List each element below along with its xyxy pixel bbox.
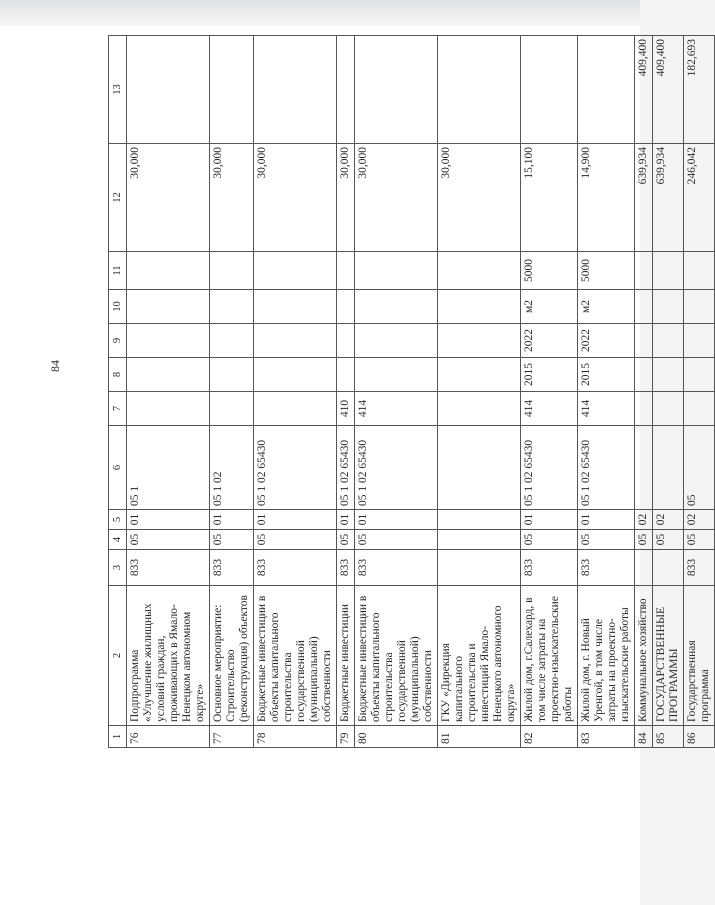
table-cell-c5: 01 — [521, 510, 578, 530]
table-cell-c10 — [127, 290, 210, 324]
table-cell-c12: 30,000 — [337, 144, 355, 252]
table-cell-c12: 639,934 — [653, 144, 684, 252]
table-cell-c12: 15,100 — [521, 144, 578, 252]
table-cell-c8 — [210, 358, 254, 392]
table-cell-c4: 05 — [653, 530, 684, 550]
table-cell-c5 — [438, 510, 521, 530]
rotated-table-container — [108, 36, 711, 748]
table-cell-c11 — [210, 252, 254, 290]
table-cell-c5: 01 — [127, 510, 210, 530]
table-cell-c4: 05 — [578, 530, 635, 550]
table-cell-c11 — [127, 252, 210, 290]
table-cell-c12: 639,934 — [635, 144, 653, 252]
table-cell-c12: 30,000 — [210, 144, 254, 252]
table-cell-c13 — [254, 36, 337, 144]
table-cell-c1: 84 — [635, 726, 653, 748]
table-cell-c11: 5000 — [578, 252, 635, 290]
table-row — [127, 36, 210, 748]
table-cell-c12: 246,042 — [684, 144, 715, 252]
col-header: 6 — [109, 426, 127, 510]
table-cell-c13 — [438, 36, 521, 144]
table-cell-c13 — [521, 36, 578, 144]
table-row — [635, 36, 653, 748]
table-row — [578, 36, 635, 748]
table-cell-c1: 81 — [438, 726, 521, 748]
table-row — [254, 36, 337, 748]
table-cell-c13 — [337, 36, 355, 144]
table-cell-c7 — [438, 392, 521, 426]
table-cell-c5: 02 — [653, 510, 684, 530]
table-cell-c8: 2015 — [578, 358, 635, 392]
table-cell-c7 — [635, 392, 653, 426]
table-cell-c6: 05 — [684, 426, 715, 510]
table-cell-c10 — [635, 290, 653, 324]
table-cell-c2: ГОСУДАРСТВЕННЫЕ ПРОГРАММЫ — [653, 586, 684, 726]
table-cell-c8 — [653, 358, 684, 392]
col-header: 3 — [109, 550, 127, 586]
table-cell-c13: 409,400 — [635, 36, 653, 144]
table-cell-c10 — [653, 290, 684, 324]
table-cell-c4: 05 — [635, 530, 653, 550]
table-cell-c9 — [127, 324, 210, 358]
table-cell-c7: 414 — [355, 392, 438, 426]
table-cell-c3: 833 — [337, 550, 355, 586]
table-cell-c8 — [337, 358, 355, 392]
table-cell-c3: 833 — [521, 550, 578, 586]
table-cell-c8 — [635, 358, 653, 392]
blank-margin — [0, 770, 640, 905]
table-cell-c6: 05 1 — [127, 426, 210, 510]
table-row — [653, 36, 684, 748]
table-cell-c8: 2015 — [521, 358, 578, 392]
table-cell-c3: 833 — [684, 550, 715, 586]
table-cell-c2: Бюджетные инвестиции в объекты капитального строительства государственной (муниципальной) собственности — [355, 586, 438, 726]
table-cell-c2: Жилой дом, г.Салехард, в том числе затраты на проектно-изыскательские работы — [521, 586, 578, 726]
table-cell-c7 — [653, 392, 684, 426]
table-cell-c9 — [337, 324, 355, 358]
table-cell-c3: 833 — [578, 550, 635, 586]
table-cell-c7: 414 — [521, 392, 578, 426]
table-cell-c3: 833 — [254, 550, 337, 586]
table-cell-c8 — [127, 358, 210, 392]
table-cell-c11 — [653, 252, 684, 290]
table-cell-c2: Жилой дом, г. Новый Уренгой, в том числе затраты на проектно-изыскательские работы — [578, 586, 635, 726]
table-cell-c1: 79 — [337, 726, 355, 748]
table-cell-c3 — [653, 550, 684, 586]
col-header: 1 — [109, 726, 127, 748]
table-row — [337, 36, 355, 748]
header-row — [109, 36, 127, 748]
table-cell-c4: 05 — [521, 530, 578, 550]
table-cell-c8 — [684, 358, 715, 392]
budget-table — [108, 35, 715, 748]
table-cell-c2: Основное мероприятие: Строительство (реконструкция) объектов — [210, 586, 254, 726]
table-cell-c9 — [684, 324, 715, 358]
table-cell-c5: 01 — [210, 510, 254, 530]
table-cell-c10 — [337, 290, 355, 324]
table-cell-c4: 05 — [127, 530, 210, 550]
table-cell-c7: 410 — [337, 392, 355, 426]
table-cell-c9 — [635, 324, 653, 358]
col-header: 13 — [109, 36, 127, 144]
table-cell-c7 — [254, 392, 337, 426]
table-cell-c12: 30,000 — [127, 144, 210, 252]
col-header: 7 — [109, 392, 127, 426]
table-cell-c13 — [355, 36, 438, 144]
table-cell-c6: 05 1 02 — [210, 426, 254, 510]
table-cell-c6 — [438, 426, 521, 510]
table-cell-c2: Бюджетные инвестиции — [337, 586, 355, 726]
table-cell-c2: Государственная программа — [684, 586, 715, 726]
table-cell-c1: 82 — [521, 726, 578, 748]
table-cell-c5: 02 — [684, 510, 715, 530]
table-cell-c4: 05 — [684, 530, 715, 550]
table-cell-c3: 833 — [355, 550, 438, 586]
table-cell-c5: 01 — [337, 510, 355, 530]
table-cell-c9 — [355, 324, 438, 358]
table-cell-c6 — [653, 426, 684, 510]
table-cell-c4: 05 — [355, 530, 438, 550]
table-cell-c1: 77 — [210, 726, 254, 748]
table-cell-c4: 05 — [210, 530, 254, 550]
table-cell-c1: 78 — [254, 726, 337, 748]
table-cell-c5: 01 — [254, 510, 337, 530]
table-cell-c1: 83 — [578, 726, 635, 748]
table-cell-c10 — [684, 290, 715, 324]
table-row — [210, 36, 254, 748]
table-cell-c3 — [635, 550, 653, 586]
table-cell-c4: 05 — [254, 530, 337, 550]
table-cell-c9: 2022 — [521, 324, 578, 358]
table-cell-c9 — [210, 324, 254, 358]
table-cell-c13: 182,693 — [684, 36, 715, 144]
table-cell-c2: Бюджетные инвестиции в объекты капитального строительства государственной (муниципальной) собственности — [254, 586, 337, 726]
table-row — [438, 36, 521, 748]
table-cell-c12: 30,000 — [254, 144, 337, 252]
table-cell-c11 — [254, 252, 337, 290]
table-cell-c11 — [355, 252, 438, 290]
table-cell-c7: 414 — [578, 392, 635, 426]
table-cell-c11 — [635, 252, 653, 290]
table-cell-c6: 05 1 02 65430 — [337, 426, 355, 510]
col-header: 5 — [109, 510, 127, 530]
table-cell-c6: 05 1 02 65430 — [578, 426, 635, 510]
table-cell-c1: 85 — [653, 726, 684, 748]
col-header: 11 — [109, 252, 127, 290]
col-header: 10 — [109, 290, 127, 324]
table-cell-c5: 01 — [355, 510, 438, 530]
table-cell-c4 — [438, 530, 521, 550]
table-cell-c2: Коммунальное хозяйство — [635, 586, 653, 726]
table-cell-c11 — [438, 252, 521, 290]
table-cell-c10: м2 — [521, 290, 578, 324]
table-cell-c12: 14,900 — [578, 144, 635, 252]
table-cell-c9 — [254, 324, 337, 358]
table-body — [127, 36, 715, 748]
table-cell-c6: 05 1 02 65430 — [521, 426, 578, 510]
table-cell-c10 — [210, 290, 254, 324]
table-cell-c3: 833 — [127, 550, 210, 586]
table-cell-c12: 30,000 — [355, 144, 438, 252]
table-cell-c10 — [438, 290, 521, 324]
table-cell-c8 — [355, 358, 438, 392]
table-cell-c6: 05 1 02 65430 — [355, 426, 438, 510]
table-cell-c4: 05 — [337, 530, 355, 550]
table-cell-c7 — [684, 392, 715, 426]
table-cell-c12: 30,000 — [438, 144, 521, 252]
table-cell-c9: 2022 — [578, 324, 635, 358]
col-header: 8 — [109, 358, 127, 392]
col-header: 12 — [109, 144, 127, 252]
table-cell-c13: 409,400 — [653, 36, 684, 144]
table-cell-c9 — [653, 324, 684, 358]
table-cell-c11: 5000 — [521, 252, 578, 290]
table-cell-c5: 01 — [578, 510, 635, 530]
page-number: 84 — [48, 360, 62, 372]
table-cell-c13 — [578, 36, 635, 144]
table-cell-c2: ГКУ «Дирекция капитального строительства и инвестиций Ямало-Ненецкого автономного округа» — [438, 586, 521, 726]
table-cell-c5: 02 — [635, 510, 653, 530]
table-cell-c13 — [127, 36, 210, 144]
table-row — [355, 36, 438, 748]
table-cell-c6 — [635, 426, 653, 510]
table-cell-c2: Подпрограмма «Улучшение жилищных условий граждан, проживающих в Ямало-Ненецком автономном округе» — [127, 586, 210, 726]
table-cell-c3 — [438, 550, 521, 586]
table-cell-c8 — [438, 358, 521, 392]
table-row — [684, 36, 715, 748]
col-header: 9 — [109, 324, 127, 358]
table-cell-c6: 05 1 02 65430 — [254, 426, 337, 510]
table-cell-c10: м2 — [578, 290, 635, 324]
table-cell-c1: 80 — [355, 726, 438, 748]
table-cell-c10 — [254, 290, 337, 324]
table-cell-c9 — [438, 324, 521, 358]
scan-top-edge — [0, 0, 640, 26]
table-cell-c7 — [127, 392, 210, 426]
table-cell-c7 — [210, 392, 254, 426]
table-row — [521, 36, 578, 748]
table-cell-c8 — [254, 358, 337, 392]
col-header: 4 — [109, 530, 127, 550]
table-cell-c11 — [684, 252, 715, 290]
col-header: 2 — [109, 586, 127, 726]
table-cell-c1: 76 — [127, 726, 210, 748]
table-cell-c1: 86 — [684, 726, 715, 748]
table-cell-c3: 833 — [210, 550, 254, 586]
table-cell-c11 — [337, 252, 355, 290]
table-cell-c10 — [355, 290, 438, 324]
table-cell-c13 — [210, 36, 254, 144]
